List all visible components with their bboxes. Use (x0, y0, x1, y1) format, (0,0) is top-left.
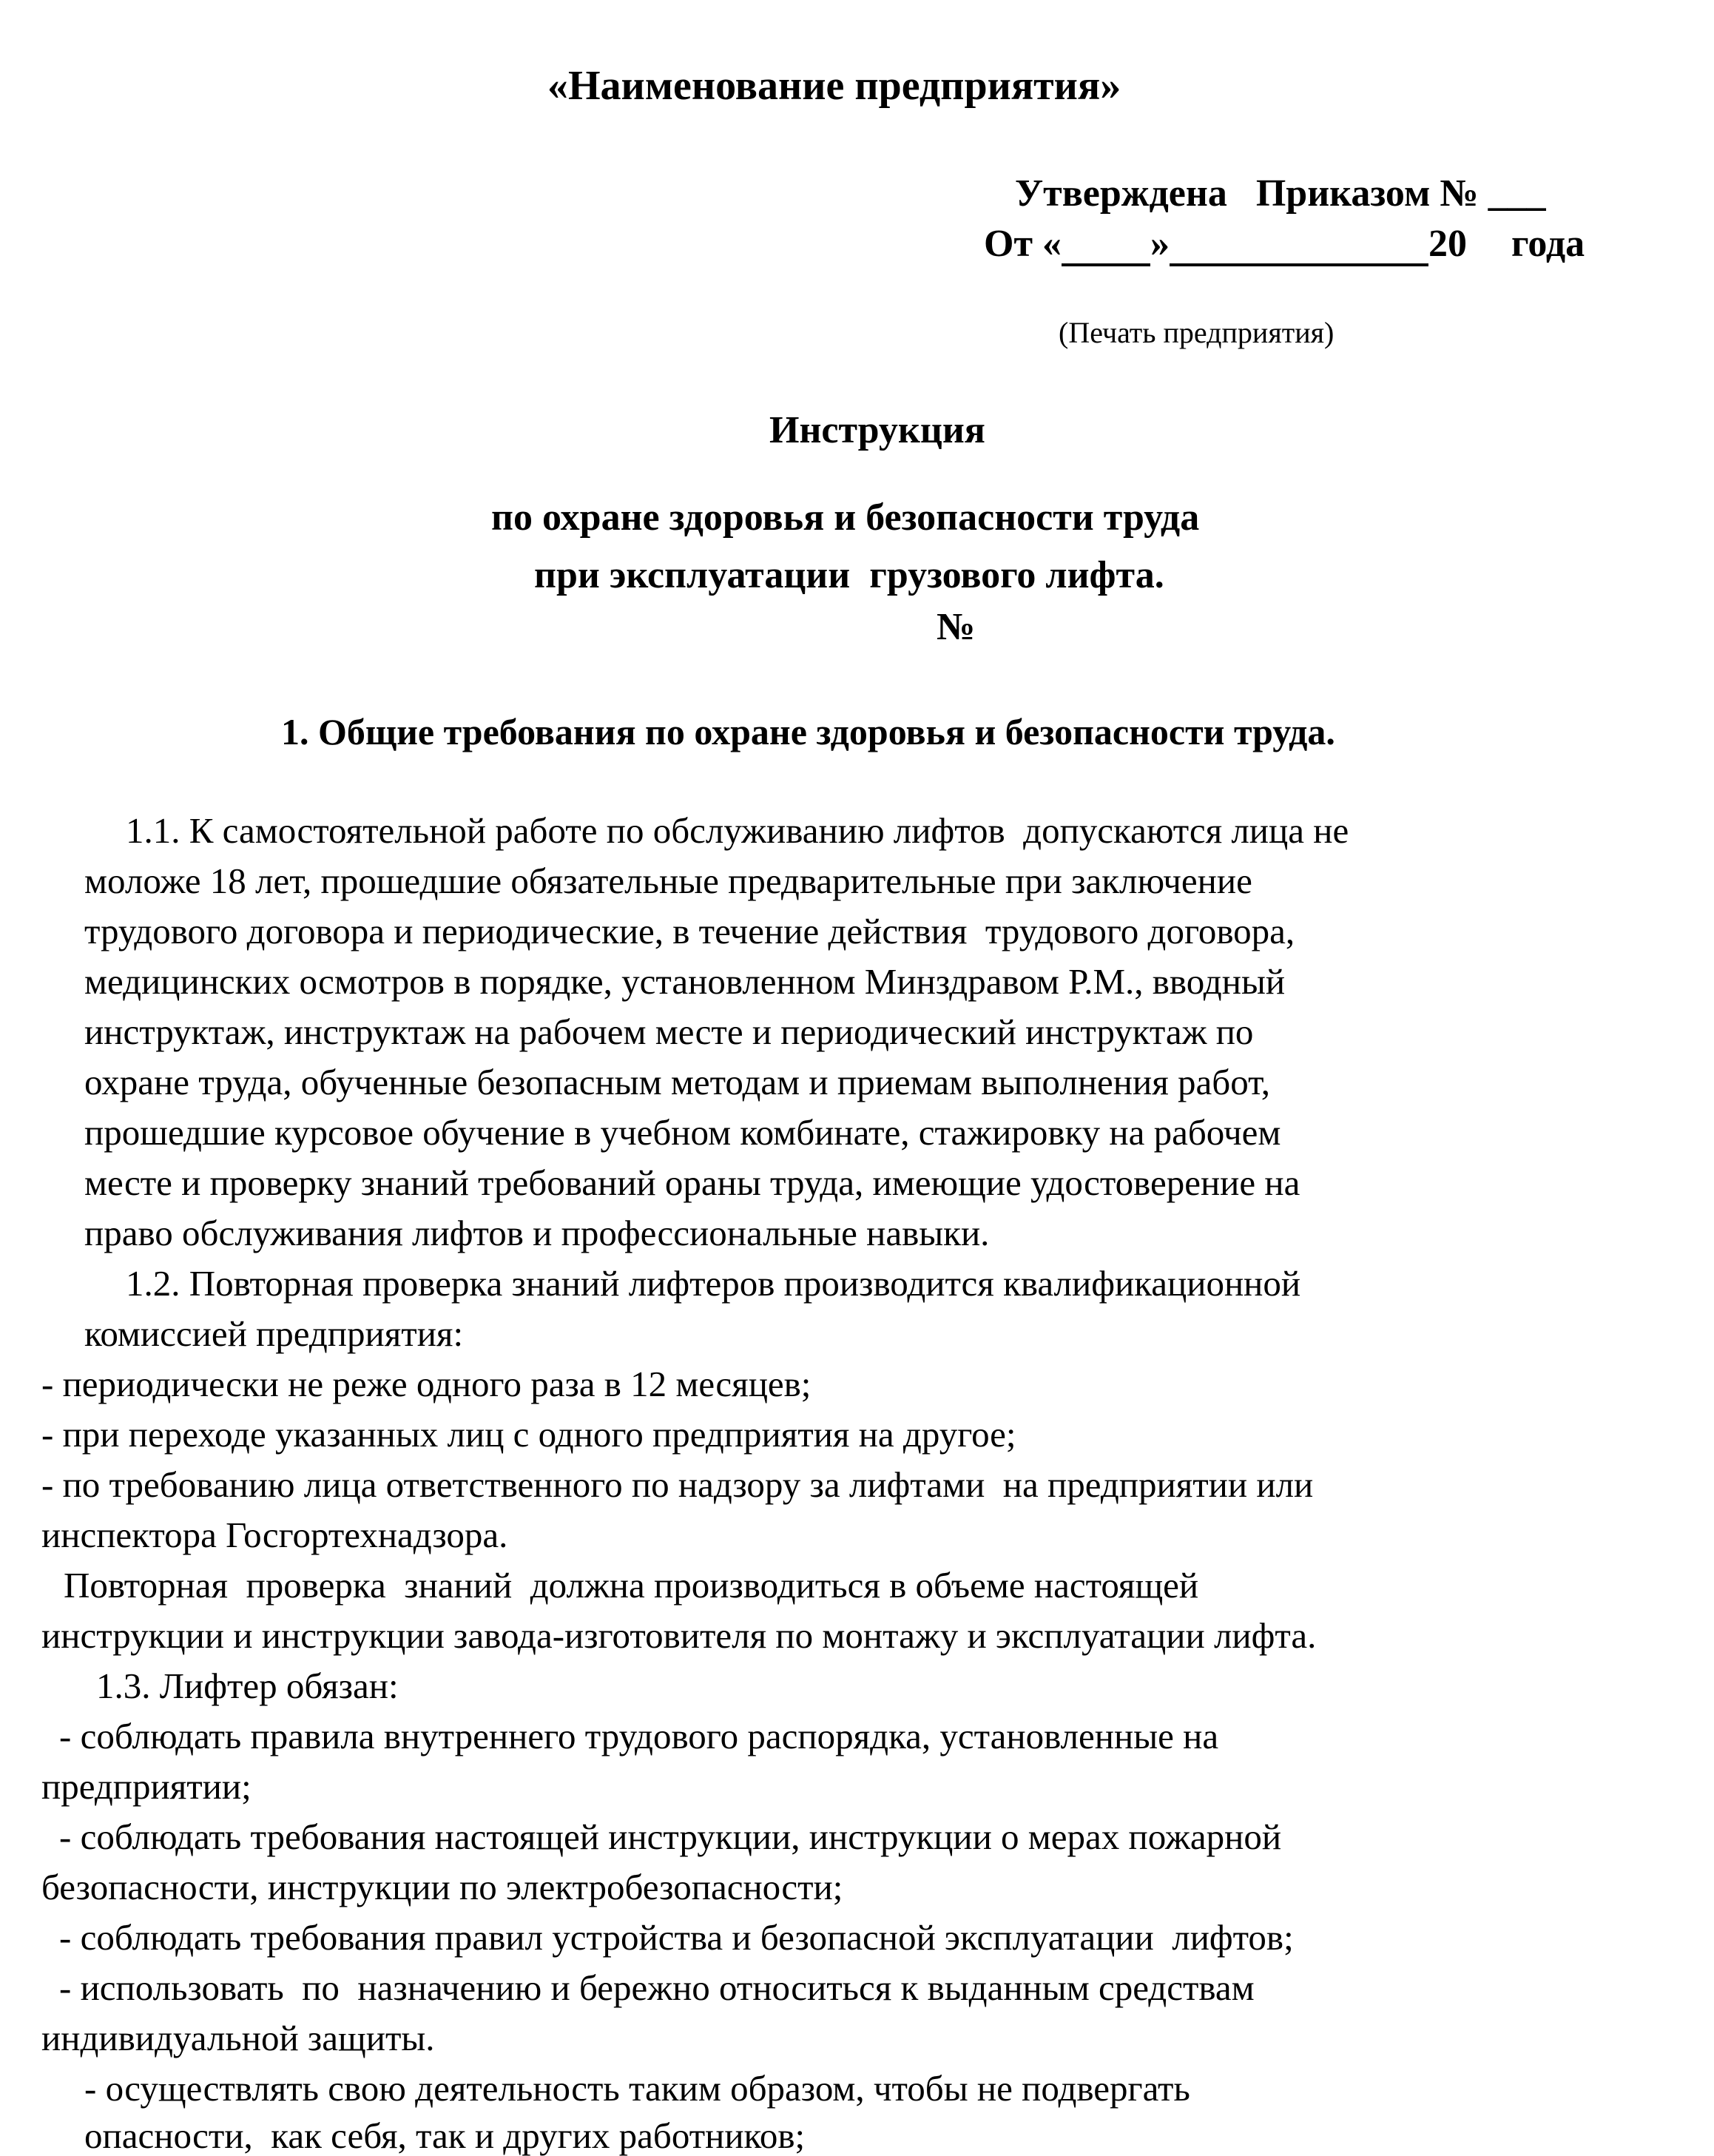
paragraph-line: инструктаж, инструктаж на рабочем месте и периодический инструктаж по (84, 1011, 1254, 1052)
list-item: - соблюдать правила внутреннего трудового распорядка, установленные на (59, 1716, 1219, 1756)
month-blank (1170, 225, 1428, 266)
day-blank (1062, 225, 1150, 266)
paragraph-line: опасности, как себя, так и других работников; (84, 2115, 806, 2156)
document-subtitle-line-1: по охране здоровья и безопасности труда (491, 496, 1200, 539)
paragraph-line: безопасности, инструкции по электробезопасности; (41, 1867, 843, 1907)
list-item: - при переходе указанных лиц с одного предприятия на другое; (41, 1414, 1016, 1455)
list-item: - использовать по назначению и бережно относиться к выданным средствам (59, 1967, 1255, 2008)
paragraph-line: предприятии; (41, 1766, 252, 1807)
approval-year: 20 (1428, 223, 1467, 265)
paragraph-line: 1.2. Повторная проверка знаний лифтеров производится квалификационной (126, 1263, 1301, 1304)
approval-year-label: года (1511, 223, 1585, 265)
list-item: - осуществлять свою деятельность таким образом, чтобы не подвергать (84, 2068, 1190, 2109)
list-item: - периодически не реже одного раза в 12 месяцев; (41, 1364, 812, 1404)
paragraph-line: право обслуживания лифтов и профессиональные навыки. (84, 1213, 990, 1253)
approval-from-label: От « (984, 223, 1062, 265)
approval-line-2 (984, 225, 1585, 266)
document-title: Инструкция (769, 409, 985, 451)
paragraph-line: охране труда, обученные безопасным методам и приемам выполнения работ, (84, 1062, 1271, 1102)
paragraph-line: медицинских осмотров в порядке, установленном Минздравом Р.М., вводный (84, 961, 1286, 1002)
paragraph-line: трудового договора и периодические, в течение действия трудового договора, (84, 911, 1295, 951)
document-subtitle-line-2: при эксплуатации грузового лифта. (534, 554, 1164, 596)
approval-line-1: Утверждена Приказом № ___ (1015, 172, 1546, 215)
paragraph-line: моложе 18 лет, прошедшие обязательные предварительные при заключение (84, 860, 1252, 901)
section-1-heading: 1. Общие требования по охране здоровья и безопасности труда. (281, 711, 1335, 752)
paragraph-line: инспектора Госгортехнадзора. (41, 1515, 508, 1555)
document-number: № (937, 606, 976, 648)
list-item: - соблюдать требования правил устройства и безопасной эксплуатации лифтов; (59, 1917, 1294, 1958)
list-item: - по требованию лица ответственного по надзору за лифтами на предприятии или (41, 1464, 1314, 1505)
paragraph-line: прошедшие курсовое обучение в учебном комбинате, стажировку на рабочем (84, 1112, 1281, 1153)
paragraph-line: 1.3. Лифтер обязан: (96, 1665, 399, 1706)
list-item: - соблюдать требования настоящей инструкции, инструкции о мерах пожарной (59, 1816, 1282, 1857)
paragraph-line: комиссией предприятия: (84, 1313, 464, 1354)
stamp-note: (Печать предприятия) (1059, 316, 1335, 349)
paragraph-line: месте и проверку знаний требований ораны труда, имеющие удостоверение на (84, 1162, 1300, 1203)
paragraph-line: Повторная проверка знаний должна производиться в объеме настоящей (64, 1565, 1199, 1606)
paragraph-line: инструкции и инструкции завода-изготовителя по монтажу и эксплуатации лифта. (41, 1615, 1317, 1656)
paragraph-line: индивидуальной защиты. (41, 2018, 435, 2058)
paragraph-line: 1.1. К самостоятельной работе по обслуживанию лифтов допускаются лица не (126, 810, 1349, 851)
company-name: «Наименование предприятия» (547, 63, 1121, 109)
approval-quote: » (1150, 223, 1170, 265)
